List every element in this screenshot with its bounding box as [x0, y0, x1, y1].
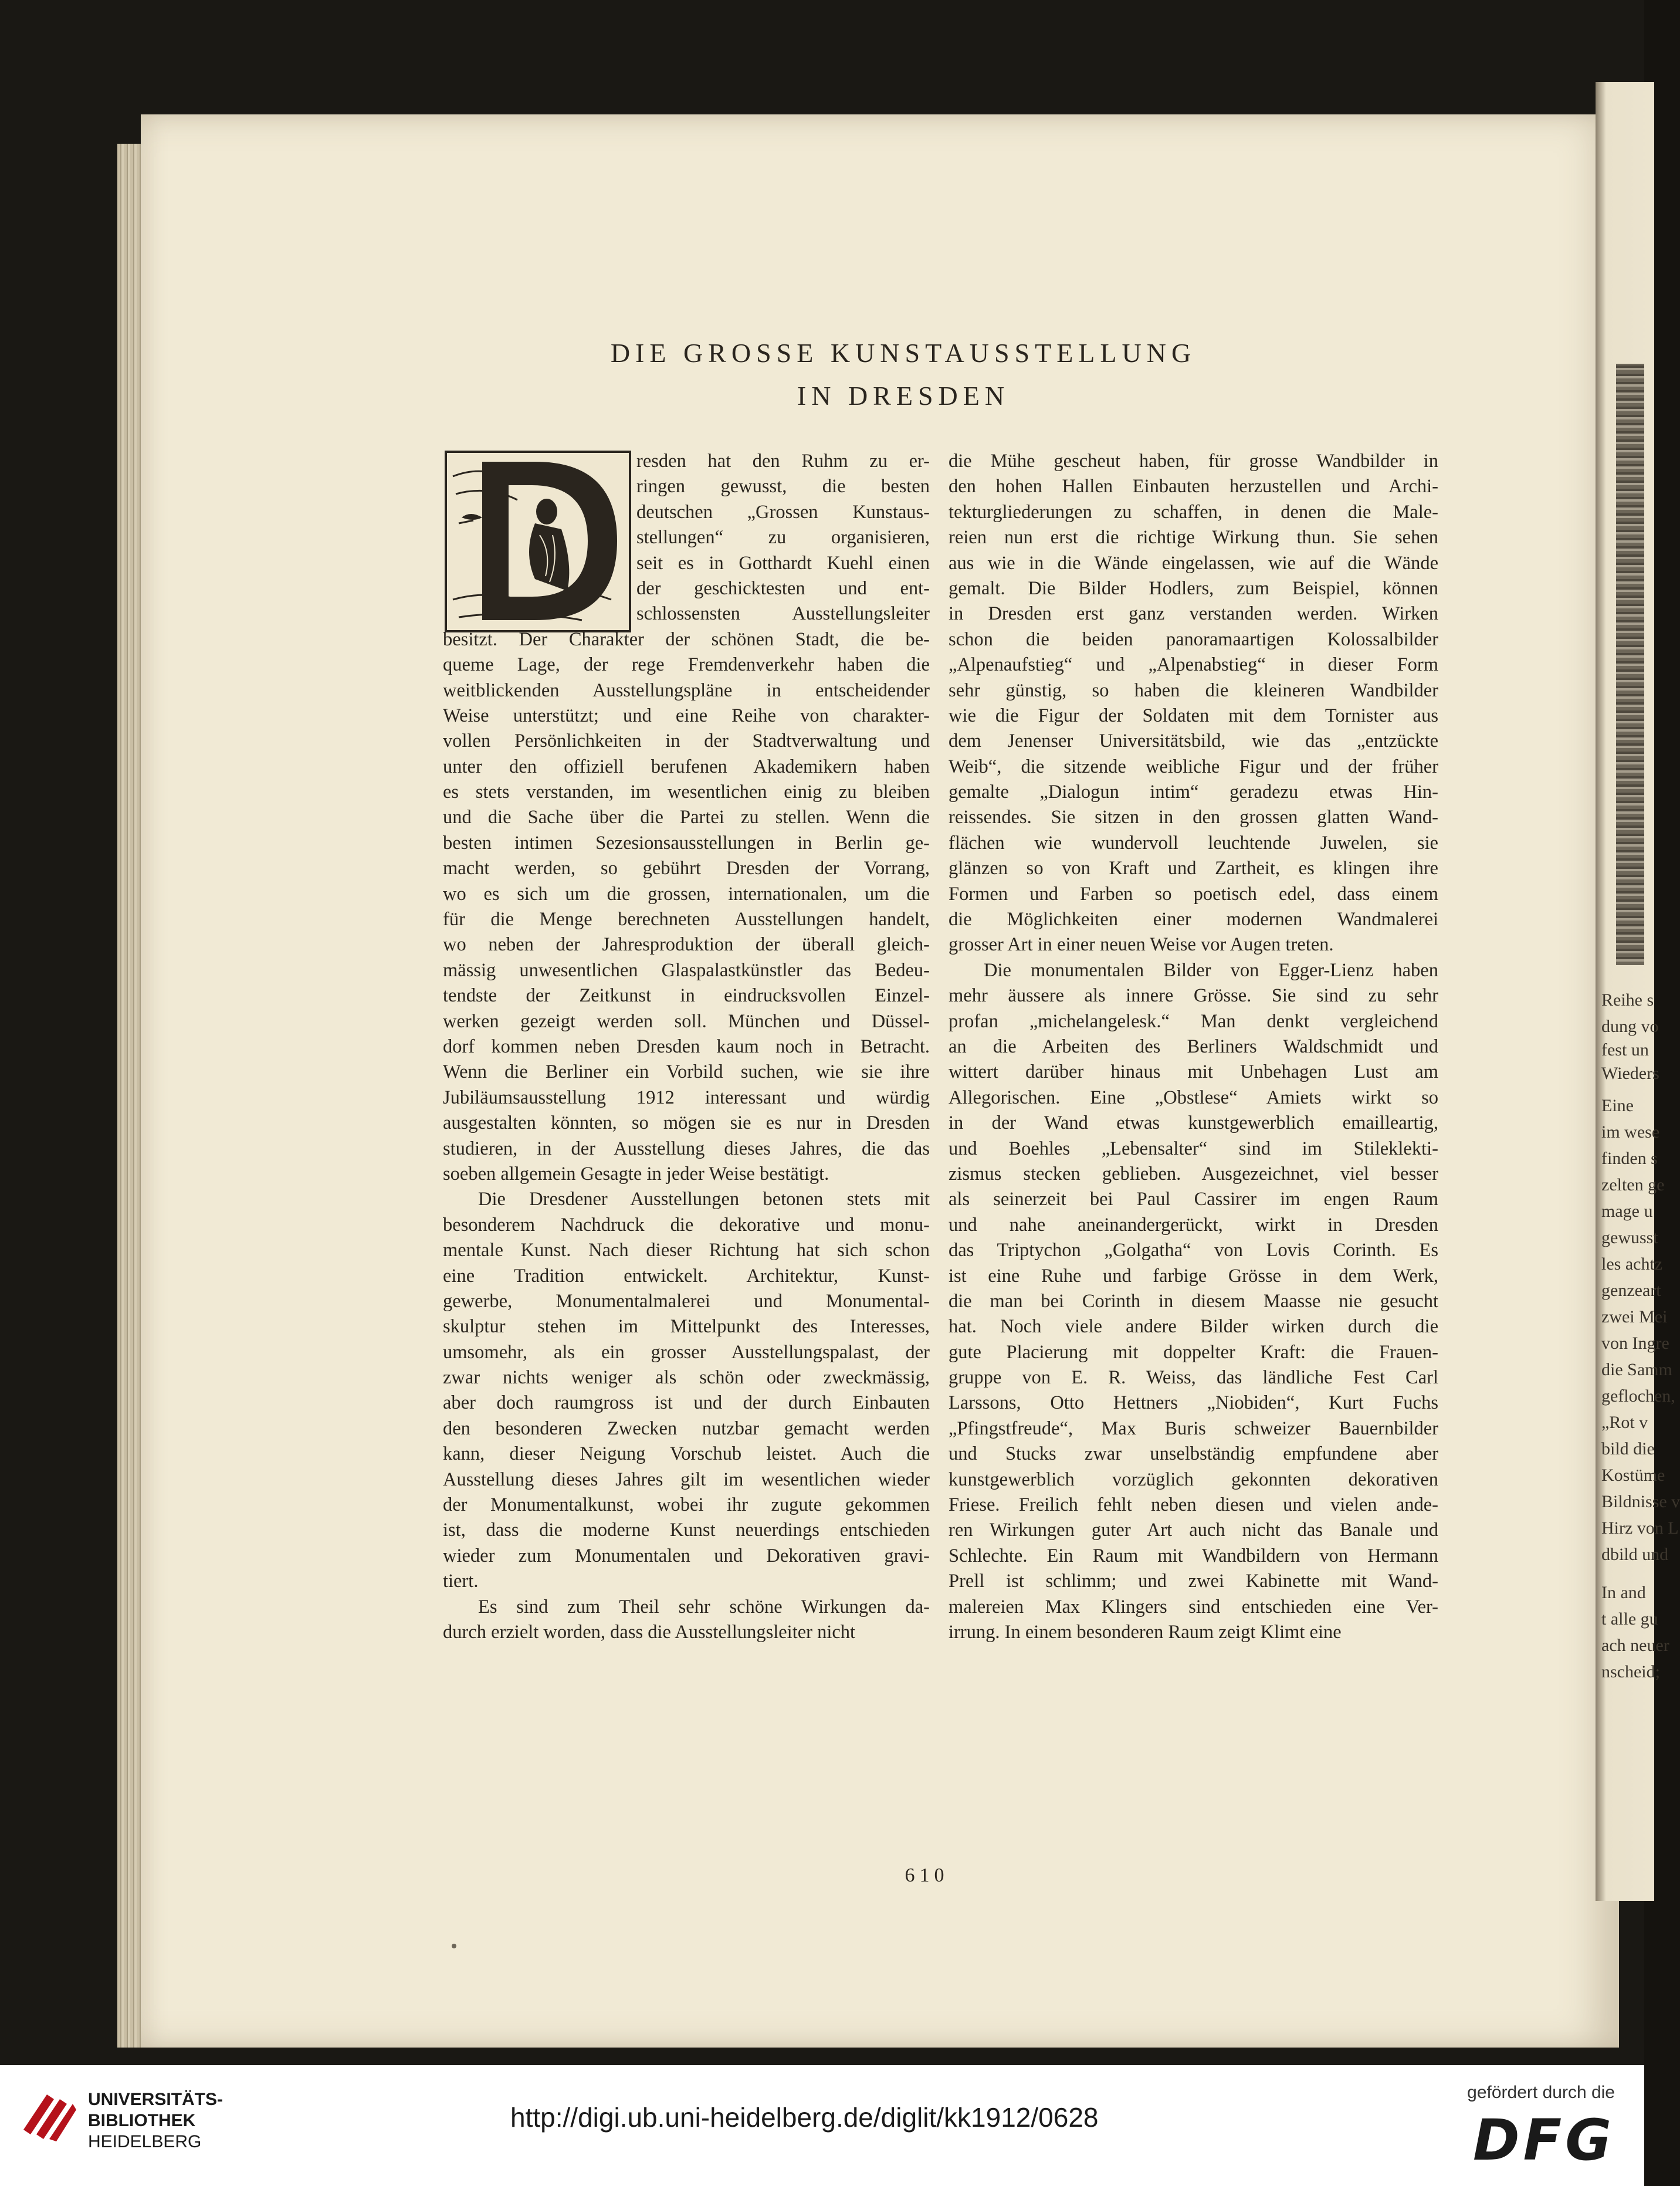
text-line: Weise unterstützt; und eine Reihe von charakter- — [443, 705, 930, 726]
text-line: sehr günstig, so haben die kleineren Wandbilder — [949, 679, 1438, 701]
text-line: macht werden, so gebührt Dresden der Vorrang, — [443, 858, 930, 879]
text-line: Weib“, die sitzende weibliche Figur und der früher — [949, 756, 1438, 777]
text-line: reissendes. Sie sitzen in den grossen glatten Wand- — [949, 807, 1438, 828]
text-line: glänzen so von Kraft und Zartheit, es klingen ihre — [949, 858, 1438, 879]
text-line: zwar nichts weniger als schön oder zweckmässig, — [443, 1367, 930, 1389]
facing-page-fragment: t alle gu — [1601, 1609, 1658, 1629]
text-line: wittert darüber hinaus mit Unbehagen Lust am — [949, 1061, 1438, 1083]
text-line: „Pfingstfreude“, Max Buris schweizer Bauernbilder — [949, 1417, 1438, 1439]
text-line: gewerbe, Monumentalmalerei und Monumental- — [443, 1290, 930, 1312]
text-column-right — [949, 449, 1438, 1645]
text-line: wo neben der Jahresproduktion der überall gleich- — [443, 934, 930, 956]
text-line: gruppe von E. R. Weiss, das ländliche Fest Carl — [949, 1367, 1438, 1389]
text-line: gute Placierung mit doppelter Kraft: die Frauen- — [949, 1341, 1438, 1363]
facing-page-fragment: Wieders — [1601, 1064, 1659, 1083]
text-line: deutschen „Grossen Kunstaus- — [636, 501, 930, 523]
text-line: den besonderen Zwecken nutzbar gemacht werden — [443, 1417, 930, 1439]
facing-page-fragment: Eine — [1601, 1096, 1634, 1115]
text-line: die Möglichkeiten einer modernen Wandmalerei — [949, 909, 1438, 930]
text-line: zismus stecken geblieben. Ausgezeichnet, viel besser — [949, 1163, 1438, 1185]
text-line: kann, dieser Neigung Vorschub leistet. Auch die — [443, 1443, 930, 1465]
text-line: Jubiläumsausstellung 1912 interessant und würdig — [443, 1087, 930, 1108]
text-line: skulptur stehen im Mittelpunkt des Interesses, — [443, 1316, 930, 1338]
text-line: besonderem Nachdruck die dekorative und monu- — [443, 1214, 930, 1236]
facing-page-fragment: mage u — [1601, 1202, 1653, 1221]
text-line: aber doch raumgross ist und der durch Einbauten — [443, 1392, 930, 1414]
text-line: schlossensten Ausstellungsleiter — [636, 603, 930, 625]
text-line: schon die beiden panoramaartigen Kolossalbilder — [949, 628, 1438, 650]
text-column-left — [443, 449, 930, 1645]
viewer-footer — [0, 2065, 1644, 2186]
paper-speck — [452, 1944, 456, 1948]
text-line: grosser Art in einer neuen Weise vor Augen treten. — [949, 934, 1334, 956]
text-line: soeben allgemein Gesagte in jeder Weise bestätigt. — [443, 1163, 829, 1185]
facing-page-fragment: im wese — [1601, 1122, 1660, 1142]
text-line: dem Jenenser Universitätsbild, wie das „entzückte — [949, 730, 1438, 752]
facing-page-fragment: von Ingre — [1601, 1334, 1669, 1353]
text-line: profan „michelangelesk.“ Man denkt vergleichend — [949, 1010, 1438, 1032]
text-line: vollen Persönlichkeiten in der Stadtverwaltung und — [443, 730, 930, 752]
permalink-url[interactable]: http://digi.ub.uni-heidelberg.de/diglit/kk1912/0628 — [510, 2102, 1099, 2133]
text-line: Ausstellung dieses Jahres gilt im wesentlichen wieder — [443, 1468, 930, 1490]
text-line: unter den offiziell berufenen Akademikern haben — [443, 756, 930, 777]
text-line: die man bei Corinth in diesem Maasse nie gesucht — [949, 1290, 1438, 1312]
university-name-line-3: HEIDELBERG — [88, 2132, 202, 2151]
text-line: gemalte „Dialogun intim“ geradezu etwas Hin- — [949, 781, 1438, 803]
facing-page-fragment: Reihe s — [1601, 990, 1654, 1010]
text-line: ist eine Ruhe und farbige Grösse in dem Werk, — [949, 1265, 1438, 1287]
text-line: eine Tradition entwickelt. Architektur, Kunst- — [443, 1265, 930, 1287]
text-line: „Alpenaufstieg“ und „Alpenabstieg“ in dieser Form — [949, 654, 1438, 676]
text-line: irrung. In einem besonderen Raum zeigt Klimt eine — [949, 1621, 1342, 1643]
text-line: Formen und Farben so poetisch edel, dass einem — [949, 883, 1438, 905]
text-line: ringen gewusst, die besten — [636, 476, 930, 498]
text-line: Friese. Freilich fehlt neben diesen und vielen ande- — [949, 1494, 1438, 1516]
text-line: weitblickenden Ausstellungspläne in entscheidender — [443, 679, 930, 701]
text-line: Es sind zum Theil sehr schöne Wirkungen da- — [478, 1596, 930, 1617]
text-line: ren Wirkungen guter Art auch nicht das Banale und — [949, 1520, 1438, 1541]
text-line: die Mühe gescheut haben, für grosse Wandbilder in — [949, 451, 1438, 472]
facing-page-fragment: zwei Mei — [1601, 1307, 1668, 1327]
text-line: durch erzielt worden, dass die Ausstellungsleiter nicht — [443, 1621, 856, 1643]
text-line: besten intimen Sezesionsausstellungen in Berlin ge- — [443, 832, 930, 854]
text-line: queme Lage, der rege Fremdenverkehr haben die — [443, 654, 930, 676]
text-line: tendste der Zeitkunst in eindrucksvollen Einzel- — [443, 985, 930, 1007]
facing-page-fragment: nscheid; — [1601, 1662, 1660, 1681]
facing-page-fragment: die Samm — [1601, 1360, 1672, 1379]
text-line: dorf kommen neben Dresden kaum noch in Betracht. — [443, 1036, 930, 1057]
text-line: Wenn die Berliner ein Vorbild suchen, wie sie ihre — [443, 1061, 930, 1083]
page-number: 610 — [905, 1864, 949, 1886]
facing-page-fragment: zelten ge — [1601, 1175, 1665, 1194]
text-line: seit es in Gotthardt Kuehl einen — [636, 552, 930, 574]
facing-page-fragment: ach neuer — [1601, 1636, 1669, 1655]
text-line: der geschicktesten und ent- — [636, 577, 930, 599]
facing-page-fragment: fest un — [1601, 1040, 1649, 1060]
text-line: ausgestalten könnten, so mögen sie es nur in Dresden — [443, 1112, 930, 1134]
text-line: Die monumentalen Bilder von Egger-Lienz haben — [984, 959, 1438, 981]
text-line: in der Wand etwas kunstgewerblich emailleartig, — [949, 1112, 1438, 1134]
text-line: wieder zum Monumentalen und Dekorativen gravi- — [443, 1545, 930, 1566]
text-line: werken gezeigt werden soll. München und Düssel- — [443, 1010, 930, 1032]
text-line: umsomehr, als ein grosser Ausstellungspalast, der — [443, 1341, 930, 1363]
university-library-logo-icon[interactable] — [18, 2083, 82, 2147]
text-line: hat. Noch viele andere Bilder wirken durch die — [949, 1316, 1438, 1338]
text-line: den hohen Hallen Einbauten herzustellen und Archi- — [949, 476, 1438, 498]
text-line: resden hat den Ruhm zu er- — [636, 451, 930, 472]
facing-page-fragment: bild die — [1601, 1439, 1655, 1459]
facing-page-fragment: „Rot v — [1601, 1413, 1648, 1432]
university-name-line-2: BIBLIOTHEK — [88, 2111, 196, 2130]
university-name-line-1: UNIVERSITÄTS- — [88, 2090, 223, 2109]
facing-page-fragment: dbild und — [1601, 1545, 1669, 1564]
text-line: mehr äussere als innere Grösse. Sie sind zu sehr — [949, 985, 1438, 1007]
article-subtitle: IN DRESDEN — [797, 381, 1010, 411]
text-line: kunstgewerblich vorzüglich gekonnten dekorativen — [949, 1468, 1438, 1490]
text-line: tekturgliederungen zu schaffen, in denen die Male- — [949, 501, 1438, 523]
article-title: DIE GROSSE KUNSTAUSSTELLUNG — [610, 338, 1197, 368]
text-line: Allegorischen. Eine „Obstlese“ Amiets wirkt so — [949, 1087, 1438, 1108]
text-line: für die Menge berechneten Ausstellungen handelt, — [443, 909, 930, 930]
text-line: Die Dresdener Ausstellungen betonen stets mit — [478, 1189, 930, 1210]
text-line: und nahe aneinandergerückt, wirkt in Dresden — [949, 1214, 1438, 1236]
text-line: es stets verstanden, im wesentlichen einig zu bleiben — [443, 781, 930, 803]
text-line: als seinerzeit bei Paul Cassirer im engen Raum — [949, 1189, 1438, 1210]
facing-page-fragment: gewusst — [1601, 1228, 1658, 1247]
text-line: und die Sache über die Partei zu stellen. Wenn die — [443, 807, 930, 828]
text-line: ist, dass die moderne Kunst neuerdings entschieden — [443, 1520, 930, 1541]
text-line: der Monumentalkunst, wobei ihr zugute gekommen — [443, 1494, 930, 1516]
text-line: malereien Max Klingers sind entschieden eine Ver- — [949, 1596, 1438, 1617]
facing-page-fragment: Kostüme — [1601, 1466, 1665, 1485]
text-line: stellungen“ zu organisieren, — [636, 527, 930, 549]
text-line: Larssons, Otto Hettners „Niobiden“, Kurt Fuchs — [949, 1392, 1438, 1414]
facing-page-fragment: In and — [1601, 1583, 1646, 1602]
text-line: reien nun erst die richtige Wirkung thun. Sie sehen — [949, 527, 1438, 549]
text-line: mässig unwesentlichen Glaspalastkünstler das Bedeu- — [443, 959, 930, 981]
dfg-logo[interactable]: DFG — [1472, 2107, 1615, 2173]
text-line: in Dresden erst ganz verstanden werden. Wirken — [949, 603, 1438, 625]
facing-page-fragment: dung vo — [1601, 1017, 1659, 1036]
text-line: aus wie in die Wände eingelassen, wie auf die Wände — [949, 552, 1438, 574]
text-line: an die Arbeiten des Berliners Waldschmidt und — [949, 1036, 1438, 1057]
facing-page-fragment: les achtz — [1601, 1254, 1663, 1274]
text-line: und Boehles „Lebensalter“ sind im Stileklekti- — [949, 1138, 1438, 1159]
text-line: wie die Figur der Soldaten mit dem Tornister aus — [949, 705, 1438, 726]
text-line: studieren, in der Ausstellung dieses Jahres, die das — [443, 1138, 930, 1159]
text-line: flächen wie wundervoll leuchtende Juwelen, sie — [949, 832, 1438, 854]
text-line: Schlechte. Ein Raum mit Wandbildern von Hermann — [949, 1545, 1438, 1566]
text-line: gemalt. Die Bilder Hodlers, zum Beispiel, können — [949, 577, 1438, 599]
text-line: das Triptychon „Golgatha“ von Lovis Corinth. Es — [949, 1240, 1438, 1261]
funded-by-label: gefördert durch die — [1467, 2083, 1615, 2102]
facing-page-illustration — [1616, 364, 1644, 965]
text-line: tiert. — [443, 1571, 479, 1592]
facing-page-fragment: genzeart — [1601, 1281, 1661, 1300]
text-line: besitzt. Der Charakter der schönen Stadt, die be- — [443, 628, 930, 650]
text-line: und Stucks zwar unselbständig empfundene aber — [949, 1443, 1438, 1465]
facing-page-fragment: Bildnisse v — [1601, 1492, 1680, 1511]
facing-page-fragment: Hirz von L — [1601, 1518, 1679, 1538]
facing-page-fragment: finden s — [1601, 1149, 1658, 1168]
text-line: Prell ist schlimm; und zwei Kabinette mit Wand- — [949, 1571, 1438, 1592]
text-line: mentale Kunst. Nach dieser Richtung hat sich schon — [443, 1240, 930, 1261]
text-line: wo es sich um die grossen, internationalen, um die — [443, 883, 930, 905]
facing-page-fragment: geflochen, — [1601, 1386, 1675, 1406]
